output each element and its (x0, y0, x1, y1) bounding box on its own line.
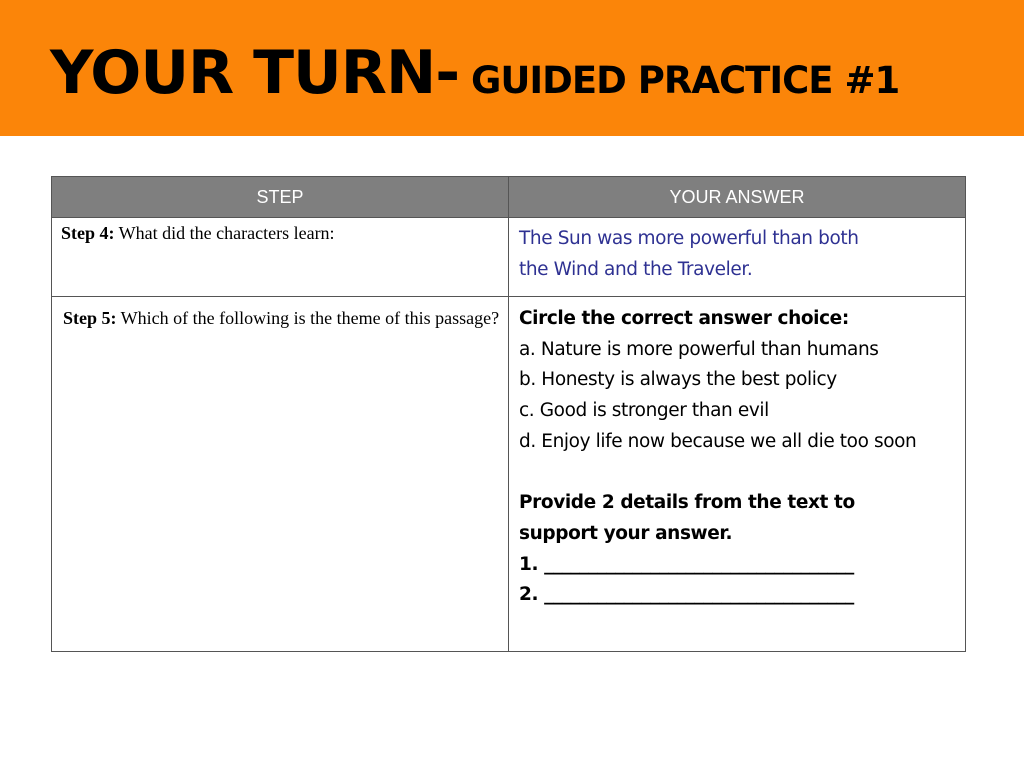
instruction-text: Circle the correct answer choice: (519, 308, 849, 329)
column-header-answer: YOUR ANSWER (509, 177, 966, 218)
choice-b[interactable]: b. Honesty is always the best policy (519, 369, 837, 391)
choice-a[interactable]: a. Nature is more powerful than humans (519, 338, 879, 360)
choice-c[interactable]: c. Good is stronger than evil (519, 400, 769, 422)
table-header-row (52, 177, 966, 218)
step-5-answer-cell (509, 297, 966, 652)
table-row (52, 218, 966, 297)
step-4-answer-cell (509, 218, 966, 297)
details-prompt-line: support your answer. (519, 522, 733, 544)
answer-blank-2[interactable]: 2. ___________________________________ (519, 584, 854, 606)
step-4-question: What did the characters learn: (114, 223, 335, 243)
spacer (519, 458, 959, 489)
step-5-question: Which of the following is the theme of this passage? (116, 308, 500, 328)
title-sub: GUIDED PRACTICE #1 (459, 59, 900, 102)
guided-practice-table (51, 176, 966, 652)
details-prompt-line: Provide 2 details from the text to (519, 492, 855, 514)
step-5-cell (52, 297, 509, 652)
title-banner (0, 0, 1024, 136)
table-row (52, 297, 966, 652)
step-5-label: Step 5: (63, 308, 117, 328)
step-4-label: Step 4: (61, 223, 115, 243)
title-main: YOUR TURN- (50, 38, 460, 108)
step-4-cell (52, 218, 509, 297)
column-header-step: STEP (52, 177, 509, 218)
answer-blank-1[interactable]: 1. ___________________________________ (519, 553, 854, 575)
answer-text-line: the Wind and the Traveler. (519, 258, 753, 280)
choice-d[interactable]: d. Enjoy life now because we all die too soon (519, 430, 917, 452)
page-title (50, 38, 899, 108)
answer-text-line: The Sun was more powerful than both (519, 228, 859, 249)
